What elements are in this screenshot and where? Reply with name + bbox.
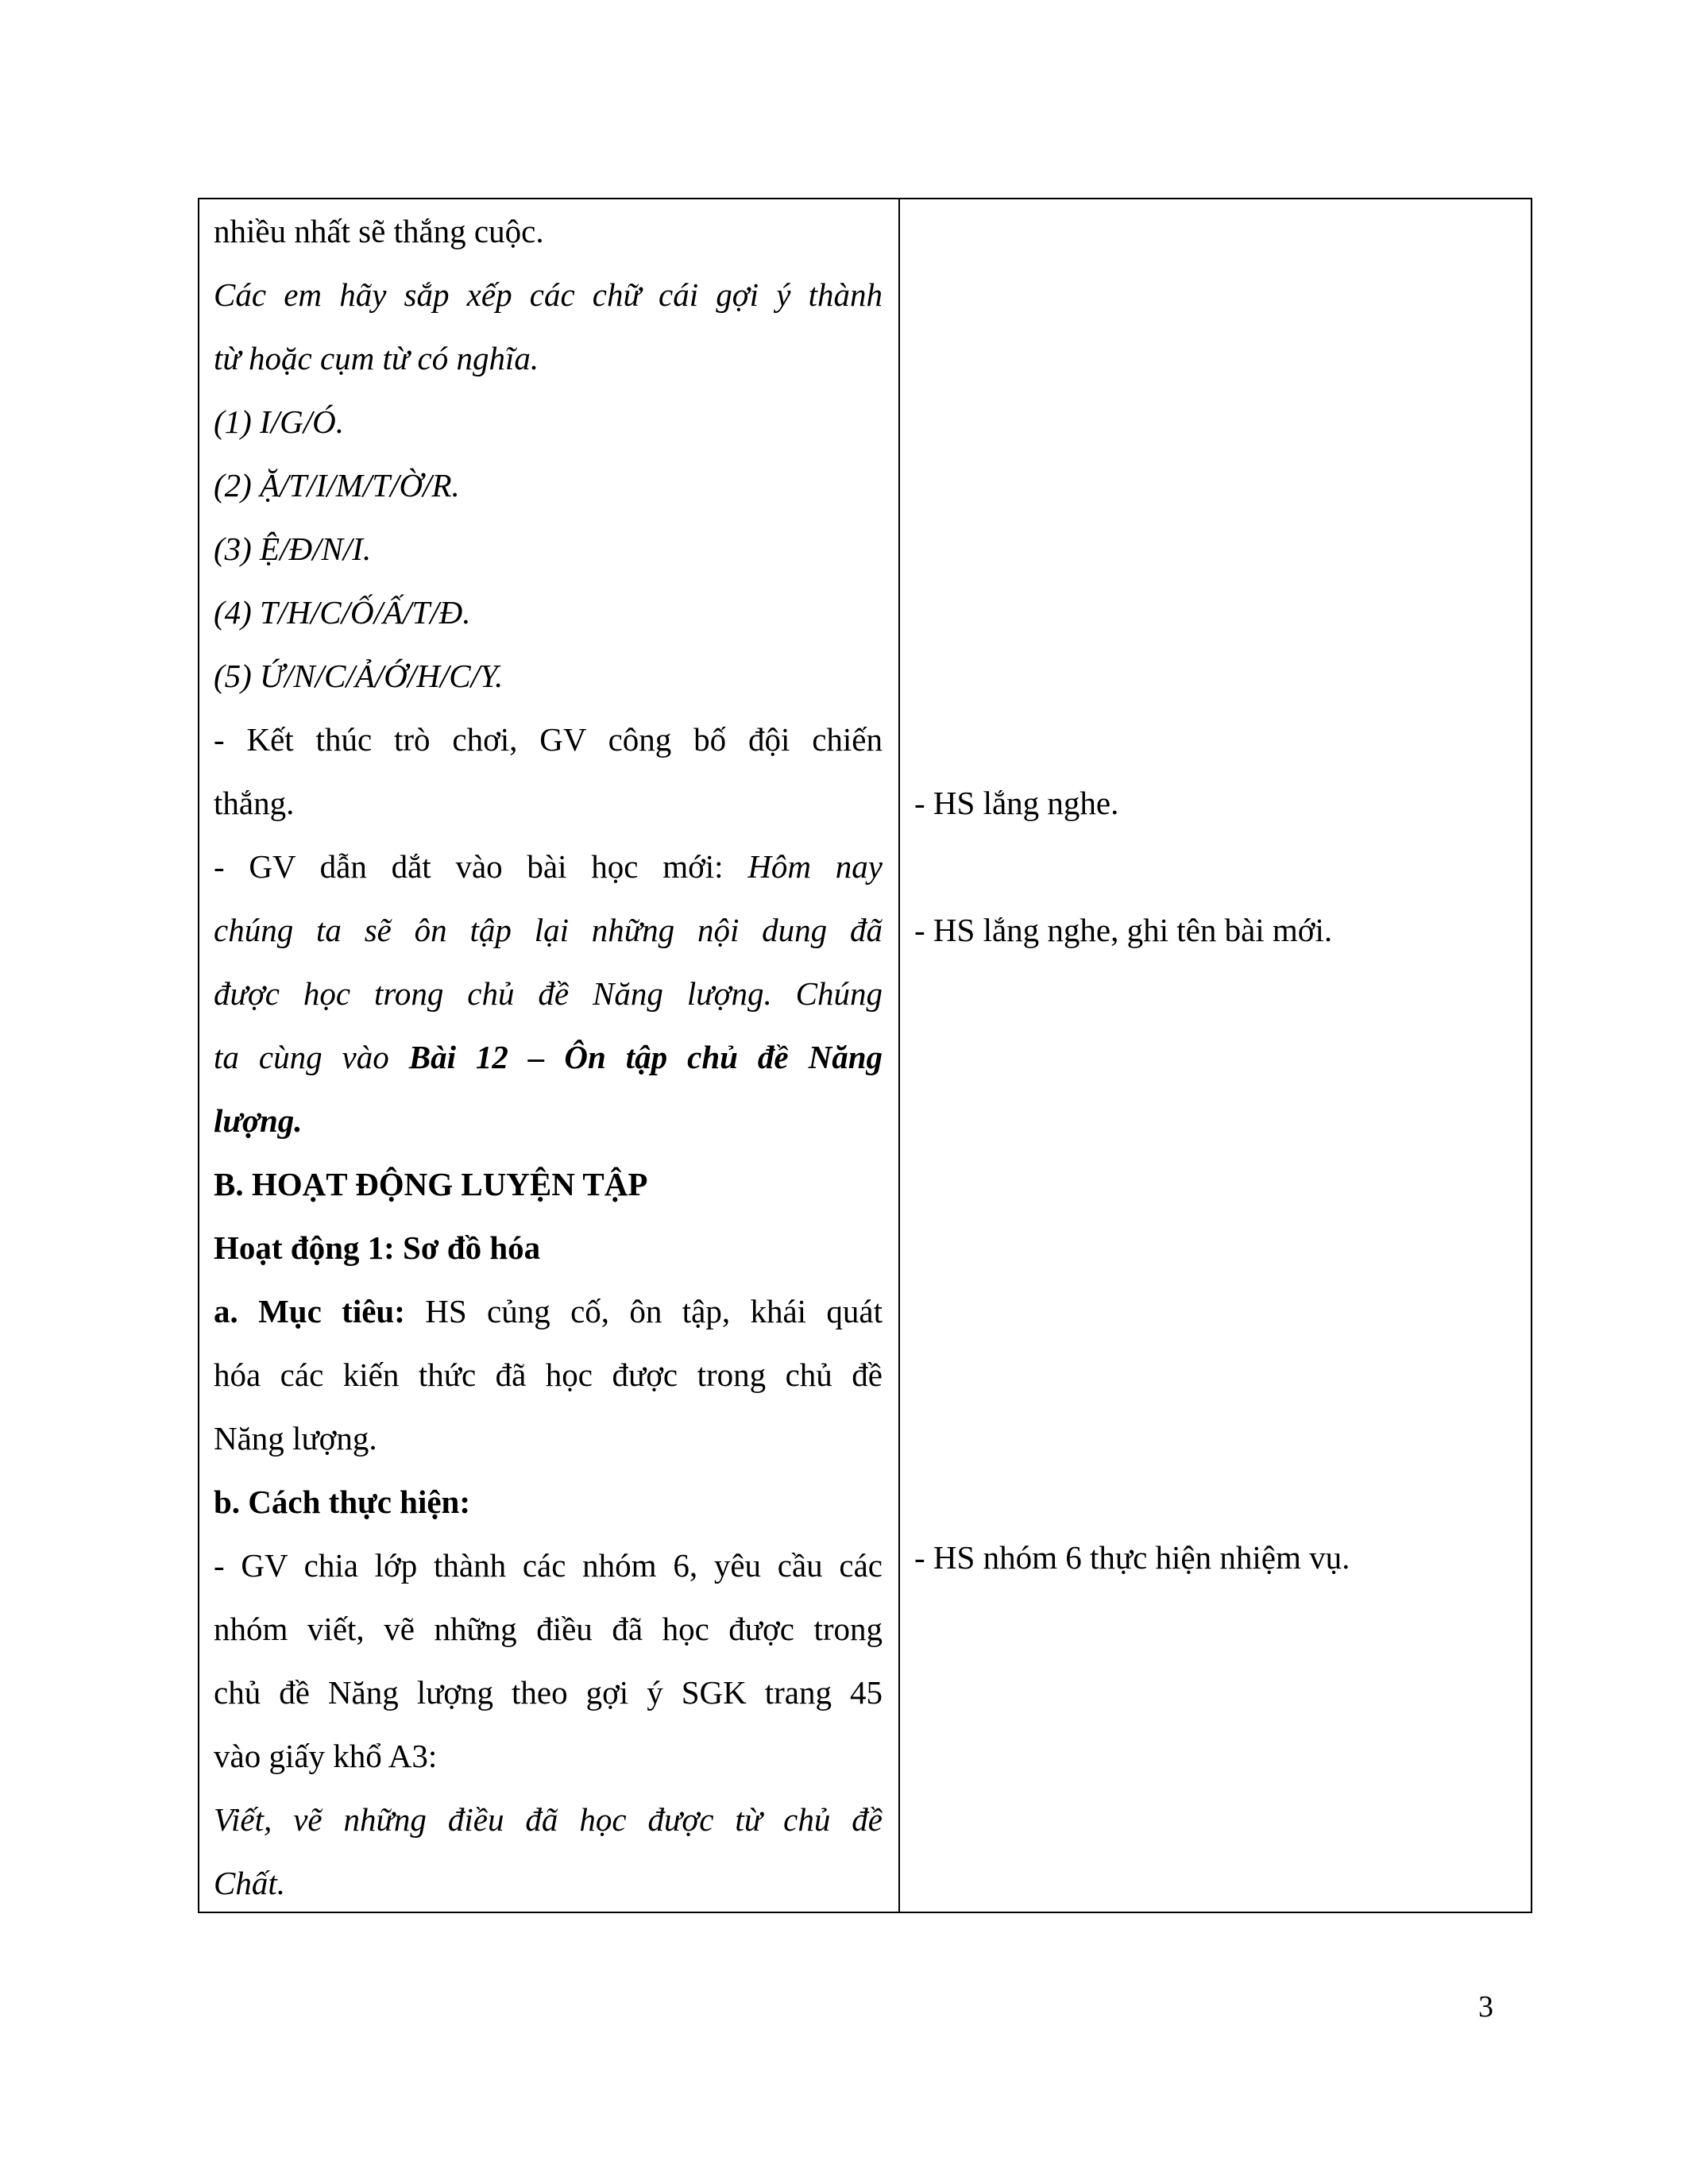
subheading: b. Cách thực hiện: xyxy=(214,1484,471,1520)
text-line: - HS nhóm 6 thực hiện nhiệm vụ. xyxy=(914,1539,1350,1576)
text-line: được học trong chủ đề Năng lượng. Chúng xyxy=(214,975,883,1012)
text-line: Các em hãy sắp xếp các chữ cái gợi ý thành xyxy=(214,276,883,313)
text-line: vào giấy khổ A3: xyxy=(214,1738,438,1774)
page-number: 3 xyxy=(1478,1990,1493,2024)
text-line: (1) I/G/Ó. xyxy=(214,403,344,440)
text-line: chúng ta sẽ ôn tập lại những nội dung đã xyxy=(214,912,883,948)
text-line: - GV chia lớp thành các nhóm 6, yêu cầu các xyxy=(214,1547,883,1584)
text-line: (3) Ệ/Đ/N/I. xyxy=(214,531,372,567)
section-heading: B. HOẠT ĐỘNG LUYỆN TẬP xyxy=(214,1166,648,1202)
lesson-table xyxy=(198,198,1532,1913)
text-line: thắng. xyxy=(214,785,295,821)
text-line xyxy=(214,1025,883,1089)
text-span: Bài 12 – Ôn tập chủ đề Năng xyxy=(408,1039,883,1075)
text-line: chủ đề Năng lượng theo gợi ý SGK trang 45 xyxy=(214,1674,883,1711)
text-line: (5) Ứ/N/C/Ả/Ớ/H/C/Y. xyxy=(214,658,504,694)
text-span: - GV dẫn dắt vào bài học mới: xyxy=(214,848,748,885)
text-line: lượng. xyxy=(214,1102,303,1139)
text-line: Viết, vẽ những điều đã học được từ chủ đề xyxy=(214,1801,883,1838)
text-line: nhóm viết, vẽ những điều đã học được trong xyxy=(214,1611,883,1647)
text-line: hóa các kiến thức đã học được trong chủ đề xyxy=(214,1356,883,1393)
text-line: (2) Ặ/T/I/M/T/Ờ/R. xyxy=(214,467,460,504)
text-line: Năng lượng. xyxy=(214,1420,377,1457)
text-line xyxy=(214,1279,883,1343)
text-line: (4) T/H/C/Ố/Ấ/T/Đ. xyxy=(214,594,471,631)
text-span: ta cùng vào xyxy=(214,1039,409,1075)
text-span: HS củng cố, ôn tập, khái quát xyxy=(404,1293,883,1329)
text-line: Chất. xyxy=(214,1865,285,1901)
activity-heading: Hoạt động 1: Sơ đồ hóa xyxy=(214,1229,541,1266)
text-line: từ hoặc cụm từ có nghĩa. xyxy=(214,340,539,376)
text-span: Hôm nay xyxy=(747,848,883,885)
text-line: - Kết thúc trò chơi, GV công bố đội chiến xyxy=(214,721,883,758)
text-span: a. Mục tiêu: xyxy=(214,1293,405,1329)
text-line: - HS lắng nghe, ghi tên bài mới. xyxy=(914,912,1333,948)
text-line xyxy=(214,835,883,898)
text-line: - HS lắng nghe. xyxy=(914,785,1119,821)
text-line: nhiều nhất sẽ thắng cuộc. xyxy=(214,213,544,249)
column-divider xyxy=(898,199,900,1912)
